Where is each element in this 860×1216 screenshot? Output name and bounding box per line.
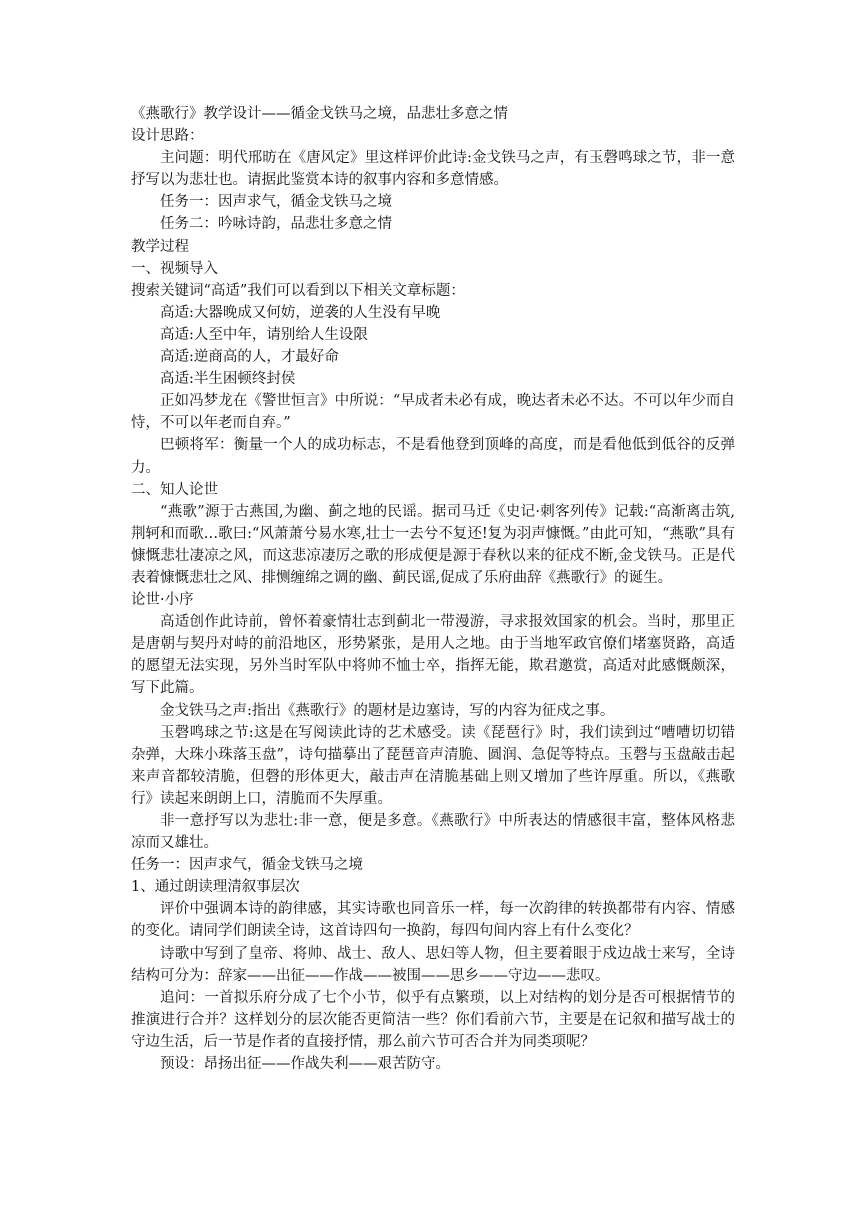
headline-item: 高适:大器晚成又何妨，逆袭的人生没有早晚 xyxy=(160,304,441,321)
followup-paragraph: 追问：一首拟乐府分成了七个小节，似乎有点繁琐，以上对结构的划分是否可根据情节的推演进行合并？这样划分的层次能否更简洁一些？你们看前六节，主要是在记叙和描写战士的守边生活，后一节是作者的直接抒情，那么前六节可否合并为同类项呢？ xyxy=(131,989,735,1050)
task-two-line: 任务二：吟咏诗韵，品悲壮多意之情 xyxy=(160,216,392,233)
rhythm-paragraph: 评价中强调本诗的韵律感，其实诗歌也同音乐一样，每一次韵律的转换都带有内容、情感的变化。请同学们朗读全诗，这首诗四句一换韵，每四句间内容上有什么变化？ xyxy=(131,901,735,940)
task-one-line: 任务一：因声求气，循金戈铁马之境 xyxy=(160,194,392,211)
design-heading: 设计思路： xyxy=(131,128,204,145)
yuqing-paragraph: 玉磬鸣球之节:这是在写阅读此诗的艺术感受。读《琵琶行》时，我们读到过“嘈嘈切切错杂弹，大珠小珠落玉盘”，诗句描摹出了琵琶音声清脆、圆润、急促等特点。玉磬与玉盘敲击起来声音都较清脆，但磬的形体更大，敲击声在清脆基础上则又增加了些许厚重。所以，《燕歌行》读起来朗朗上口，清脆而不失厚重。 xyxy=(131,724,735,807)
document-page xyxy=(131,103,735,1075)
yange-origin-paragraph: “燕歌”源于古燕国,为幽、蓟之地的民谣。据司马迁《史记·刺客列传》记载:“高渐离击筑,荆轲和而歌…歌曰:“风萧萧兮易水寒,壮士一去兮不复还!复为羽声慷慨。”由此可知，“燕歌”具有慷慨悲壮凄凉之风，而这悲凉凄厉之歌的形成便是源于春秋以来的征戍不断,金戈铁马。正是代表着慷慨悲壮之风、排恻缠绵之调的幽、蓟民谣,促成了乐府曲辞《燕歌行》的诞生。 xyxy=(131,503,735,586)
search-intro-line: 搜索关键词“高适”我们可以看到以下相关文章标题： xyxy=(131,282,465,299)
document-title: 《燕歌行》教学设计——循金戈铁马之境，品悲壮多意之情 xyxy=(131,106,508,122)
section-know-people-heading: 二、知人论世 xyxy=(131,481,218,498)
jinge-paragraph: 金戈铁马之声:指出《燕歌行》的题材是边塞诗，写的内容为征戍之事。 xyxy=(160,702,615,719)
process-heading: 教学过程 xyxy=(131,238,189,255)
preset-paragraph: 预设：昂扬出征——作战失利——艰苦防守。 xyxy=(160,1056,450,1073)
headline-item: 高适:半生困顿终封侯 xyxy=(160,371,296,388)
lunshi-xiaoxu-heading: 论世·小序 xyxy=(131,592,194,609)
gaoshi-background-paragraph: 高适创作此诗前，曾怀着豪情壮志到蓟北一带漫游，寻求报效国家的机会。当时，那里正是唐朝与契丹对峙的前沿地区，形势紧张，是用人之地。由于当地军政官僚们堵塞贤路，高适的愿望无法实现，另外当时军队中将帅不恤士卒，指挥无能，欺君邀赏，高适对此感慨颇深，写下此篇。 xyxy=(131,614,735,697)
feiyiyi-paragraph: 非一意抒写以为悲壮:非一意，便是多意。《燕歌行》中所表达的情感很丰富，整体风格悲凉而又雄壮。 xyxy=(131,813,735,852)
feng-menglong-quote-paragraph: 正如冯梦龙在《警世恒言》中所说：“早成者未必有成，晚达者未必不达。不可以年少而自恃，不可以年老而自弃。” xyxy=(131,393,735,432)
task-one-heading: 任务一：因声求气，循金戈铁马之境 xyxy=(131,857,363,874)
headline-item: 高适:逆商高的人，才最好命 xyxy=(160,349,339,366)
patton-quote-paragraph: 巴顿将军：衡量一个人的成功标志，不是看他登到顶峰的高度，而是看他低到低谷的反弹力。 xyxy=(131,437,735,476)
structure-paragraph: 诗歌中写到了皇帝、将帅、战士、敌人、思妇等人物，但主要着眼于戍边战士来写，全诗结构可分为：辞家——出征——作战——被围——思乡——守边——悲叹。 xyxy=(131,945,735,984)
section-video-intro-heading: 一、视频导入 xyxy=(131,260,218,277)
item-one-heading: 1、通过朗读理清叙事层次 xyxy=(131,879,300,896)
headline-item: 高适:人至中年，请别给人生设限 xyxy=(160,326,368,343)
main-question-paragraph: 主问题：明代邢昉在《唐风定》里这样评价此诗:金戈铁马之声，有玉磬鸣球之节，非一意抒写以为悲壮也。请据此鉴赏本诗的叙事内容和多意情感。 xyxy=(131,150,735,189)
